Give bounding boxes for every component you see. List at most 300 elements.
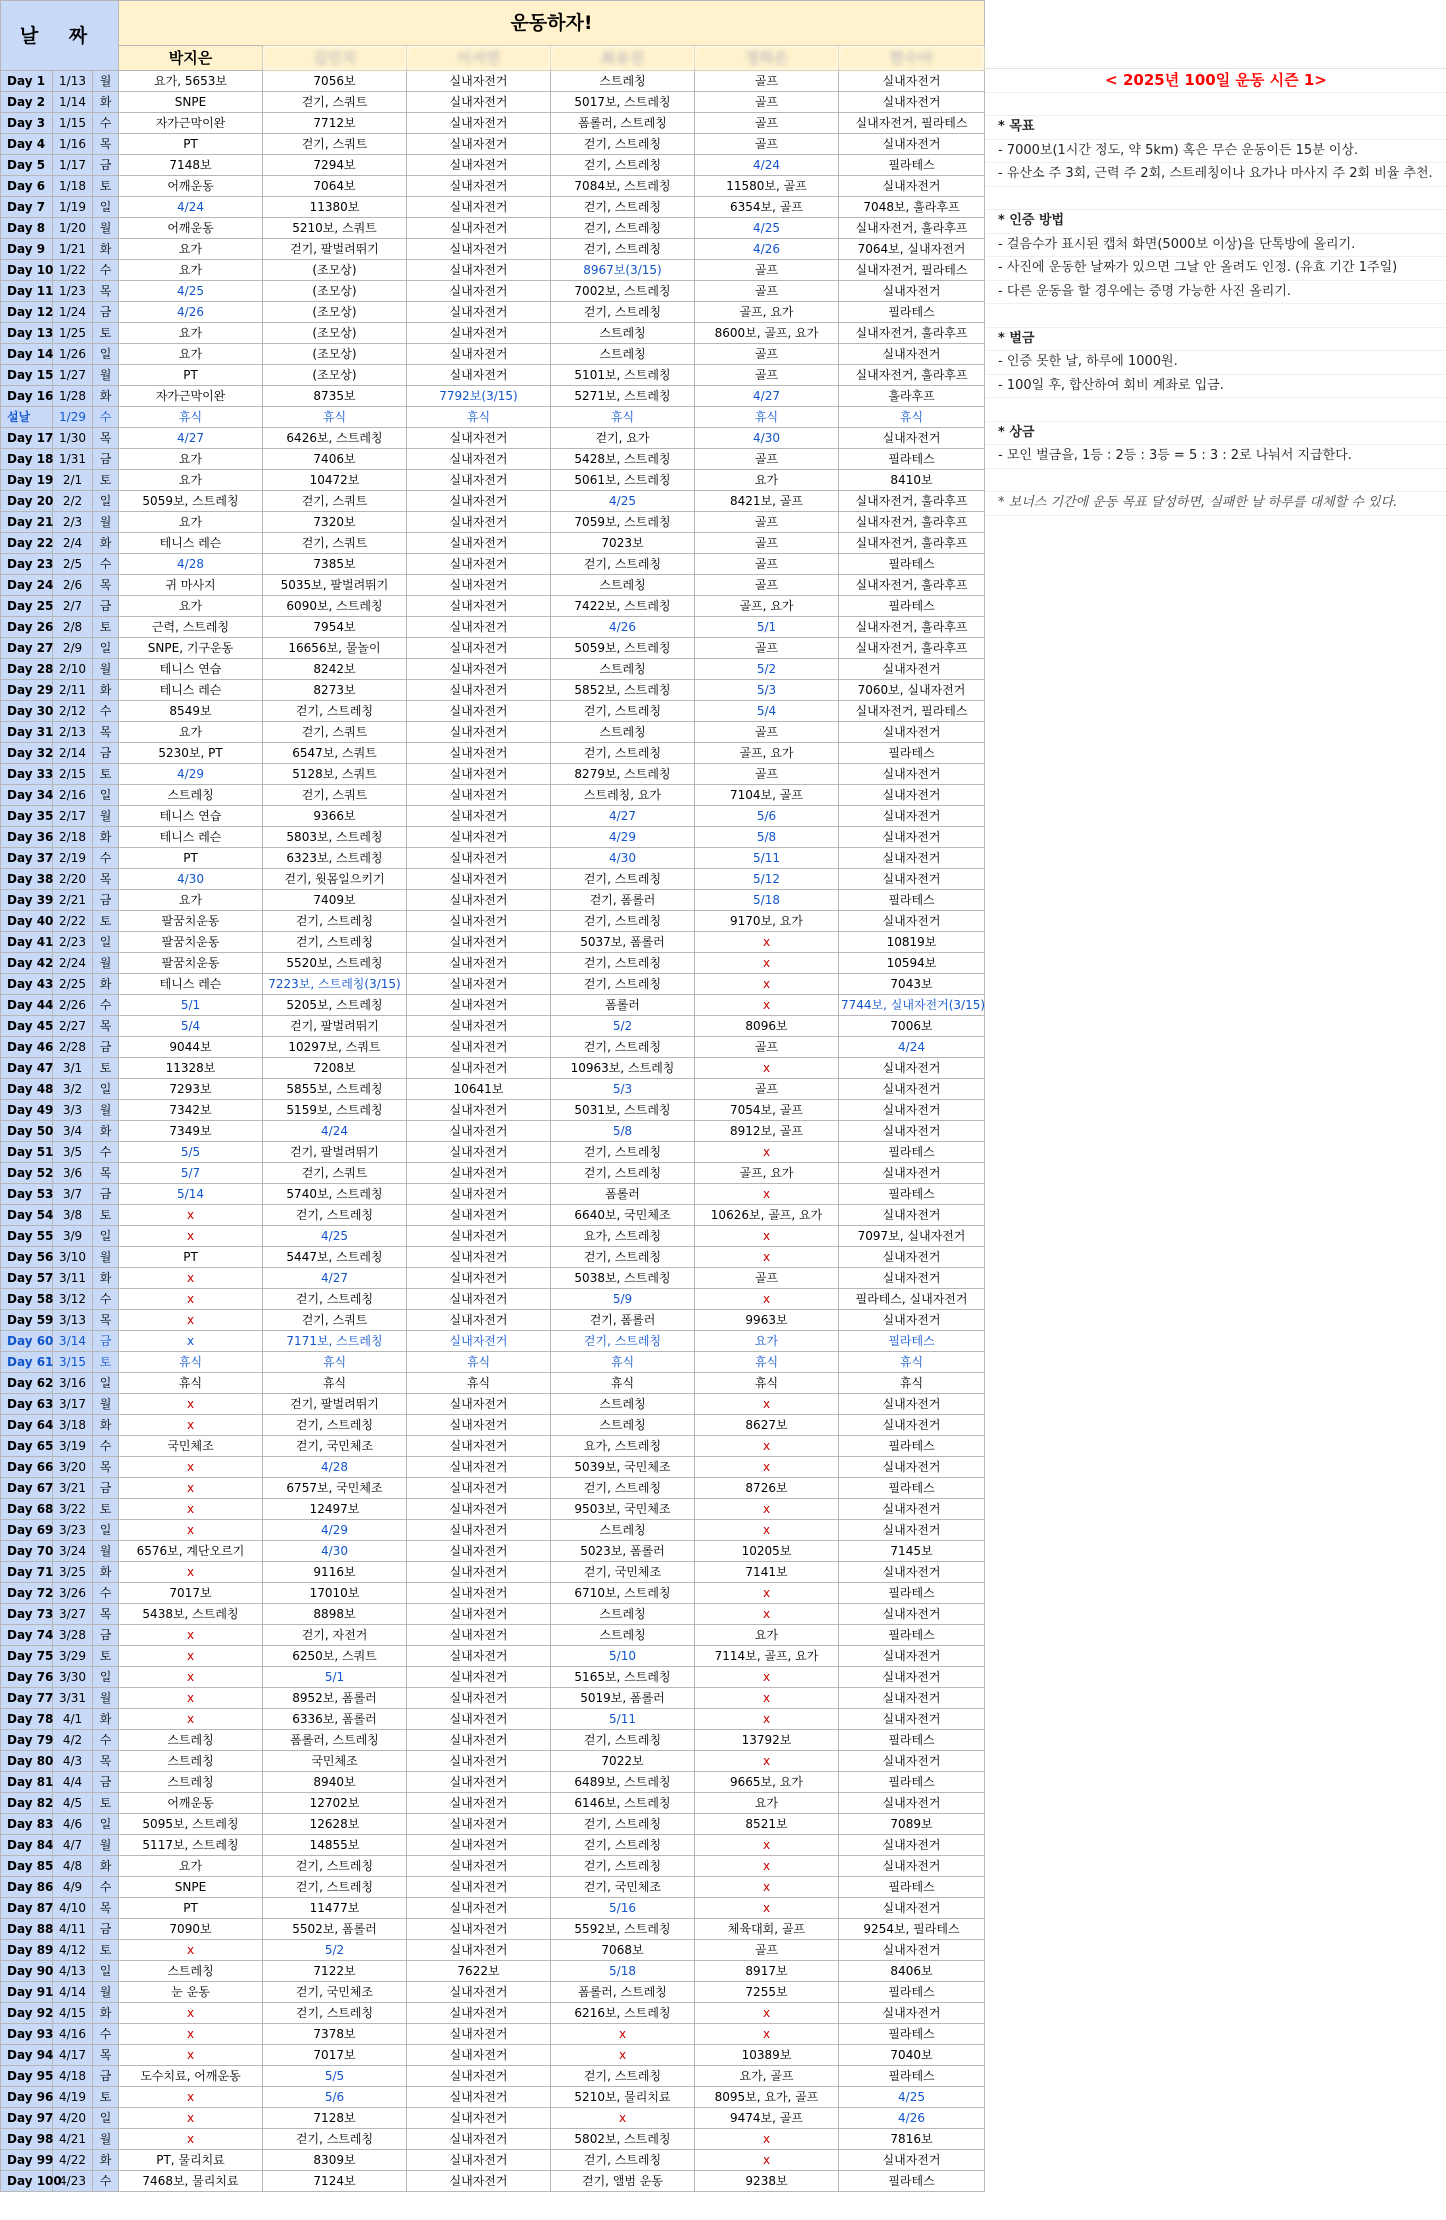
activity-cell[interactable]: 실내자전거	[407, 2087, 551, 2108]
activity-cell[interactable]: 7712보	[263, 113, 407, 134]
activity-cell[interactable]: 테니스 레슨	[119, 827, 263, 848]
activity-cell[interactable]: 4/27	[119, 428, 263, 449]
date-cell[interactable]: 2/24	[53, 953, 93, 974]
activity-cell[interactable]: 실내자전거	[407, 638, 551, 659]
date-cell[interactable]: 4/5	[53, 1793, 93, 1814]
activity-cell[interactable]: 요가	[119, 260, 263, 281]
activity-cell[interactable]: 실내자전거	[839, 344, 985, 365]
day-label[interactable]: Day 6	[1, 176, 53, 197]
activity-cell[interactable]: 실내자전거	[407, 1415, 551, 1436]
day-label[interactable]: Day 47	[1, 1058, 53, 1079]
season-title[interactable]: < 2025년 100일 운동 시즌 1>	[986, 69, 1446, 93]
activity-cell[interactable]: 스트레칭	[119, 785, 263, 806]
date-cell[interactable]: 1/18	[53, 176, 93, 197]
activity-cell[interactable]: 실내자전거	[407, 491, 551, 512]
activity-cell[interactable]: 휴식	[407, 1352, 551, 1373]
weekday-cell[interactable]: 목	[93, 1751, 119, 1772]
activity-cell[interactable]: x	[695, 1835, 839, 1856]
weekday-cell[interactable]: 수	[93, 407, 119, 428]
activity-cell[interactable]: 8406보	[839, 1961, 985, 1982]
date-cell[interactable]: 1/22	[53, 260, 93, 281]
day-label[interactable]: Day 96	[1, 2087, 53, 2108]
activity-cell[interactable]: 테니스 연습	[119, 806, 263, 827]
day-label[interactable]: Day 61	[1, 1352, 53, 1373]
weekday-cell[interactable]: 금	[93, 1919, 119, 1940]
activity-cell[interactable]: 필라테스	[839, 1772, 985, 1793]
day-label[interactable]: Day 33	[1, 764, 53, 785]
activity-cell[interactable]: 7060보, 실내자전거	[839, 680, 985, 701]
activity-cell[interactable]: x	[119, 1667, 263, 1688]
activity-cell[interactable]: 걷기, 스트레칭	[263, 1205, 407, 1226]
day-label[interactable]: Day 82	[1, 1793, 53, 1814]
activity-cell[interactable]: 실내자전거	[407, 1919, 551, 1940]
activity-cell[interactable]: 실내자전거	[407, 2129, 551, 2150]
weekday-cell[interactable]: 수	[93, 1142, 119, 1163]
date-cell[interactable]: 3/24	[53, 1541, 93, 1562]
activity-cell[interactable]: x	[695, 1688, 839, 1709]
date-cell[interactable]: 2/7	[53, 596, 93, 617]
activity-cell[interactable]: 실내자전거	[839, 1121, 985, 1142]
activity-cell[interactable]: 실내자전거, 필라테스	[839, 701, 985, 722]
date-cell[interactable]: 2/4	[53, 533, 93, 554]
activity-cell[interactable]: x	[119, 1310, 263, 1331]
activity-cell[interactable]: 걷기, 앨범 운동	[551, 2171, 695, 2192]
date-cell[interactable]: 2/2	[53, 491, 93, 512]
activity-cell[interactable]: 걷기, 윗몸일으키기	[263, 869, 407, 890]
day-label[interactable]: Day 75	[1, 1646, 53, 1667]
activity-cell[interactable]: 실내자전거	[407, 1184, 551, 1205]
day-label[interactable]: Day 94	[1, 2045, 53, 2066]
date-cell[interactable]: 3/4	[53, 1121, 93, 1142]
activity-cell[interactable]: 7054보, 골프	[695, 1100, 839, 1121]
activity-cell[interactable]: 필라테스	[839, 2024, 985, 2045]
activity-cell[interactable]: 실내자전거	[407, 260, 551, 281]
activity-cell[interactable]: 실내자전거	[407, 1247, 551, 1268]
activity-cell[interactable]: 7017보	[119, 1583, 263, 1604]
weekday-cell[interactable]: 수	[93, 1436, 119, 1457]
activity-cell[interactable]: 걷기, 국민체조	[551, 1562, 695, 1583]
activity-cell[interactable]: 실내자전거	[839, 1604, 985, 1625]
activity-cell[interactable]: 걷기, 스트레칭	[551, 953, 695, 974]
activity-cell[interactable]: 필라테스	[839, 1331, 985, 1352]
activity-cell[interactable]: 테니스 레슨	[119, 680, 263, 701]
activity-cell[interactable]: 13792보	[695, 1730, 839, 1751]
activity-cell[interactable]: 팔꿈치운동	[119, 932, 263, 953]
activity-cell[interactable]: 5/3	[551, 1079, 695, 1100]
activity-cell[interactable]: 7048보, 훌라후프	[839, 197, 985, 218]
activity-cell[interactable]: 요가	[119, 470, 263, 491]
activity-cell[interactable]: 걷기, 스트레칭	[551, 1730, 695, 1751]
activity-cell[interactable]: 5230보, PT	[119, 743, 263, 764]
day-label[interactable]: Day 58	[1, 1289, 53, 1310]
date-cell[interactable]: 2/8	[53, 617, 93, 638]
activity-cell[interactable]: x	[695, 1499, 839, 1520]
activity-cell[interactable]: 걷기, 스트레칭	[551, 1835, 695, 1856]
activity-cell[interactable]: 5/6	[263, 2087, 407, 2108]
weekday-cell[interactable]: 목	[93, 281, 119, 302]
activity-cell[interactable]: x	[119, 1457, 263, 1478]
activity-cell[interactable]: 8309보	[263, 2150, 407, 2171]
date-cell[interactable]: 3/14	[53, 1331, 93, 1352]
activity-cell[interactable]: 실내자전거	[407, 533, 551, 554]
activity-cell[interactable]: 스트레칭	[551, 659, 695, 680]
weekday-cell[interactable]: 토	[93, 1646, 119, 1667]
activity-cell[interactable]: 폼롤러, 스트레칭	[551, 113, 695, 134]
activity-cell[interactable]: 10297보, 스쿼트	[263, 1037, 407, 1058]
day-label[interactable]: Day 25	[1, 596, 53, 617]
day-label[interactable]: Day 90	[1, 1961, 53, 1982]
activity-cell[interactable]: 필라테스	[839, 2066, 985, 2087]
activity-cell[interactable]: 걷기, 스트레칭	[551, 2150, 695, 2171]
activity-cell[interactable]: 5/14	[119, 1184, 263, 1205]
activity-cell[interactable]: 7017보	[263, 2045, 407, 2066]
date-cell[interactable]: 1/30	[53, 428, 93, 449]
activity-cell[interactable]: 요가	[695, 1625, 839, 1646]
activity-cell[interactable]: 도수치료, 어깨운동	[119, 2066, 263, 2087]
date-cell[interactable]: 2/18	[53, 827, 93, 848]
activity-cell[interactable]: (조모상)	[263, 281, 407, 302]
weekday-cell[interactable]: 수	[93, 701, 119, 722]
weekday-cell[interactable]: 일	[93, 2108, 119, 2129]
weekday-cell[interactable]: 금	[93, 449, 119, 470]
rules-line[interactable]: - 사진에 운동한 날짜가 있으면 그날 안 올려도 인정. (유효 기간 1주일)	[986, 257, 1446, 281]
activity-cell[interactable]: 골프	[695, 134, 839, 155]
activity-cell[interactable]: 실내자전거	[407, 1289, 551, 1310]
weekday-cell[interactable]: 목	[93, 1457, 119, 1478]
date-cell[interactable]: 2/12	[53, 701, 93, 722]
weekday-cell[interactable]: 수	[93, 1289, 119, 1310]
weekday-cell[interactable]: 월	[93, 71, 119, 92]
activity-cell[interactable]: 휴식	[551, 1352, 695, 1373]
activity-cell[interactable]: 실내자전거	[407, 323, 551, 344]
weekday-cell[interactable]: 일	[93, 785, 119, 806]
activity-cell[interactable]: 골프	[695, 1268, 839, 1289]
date-cell[interactable]: 1/21	[53, 239, 93, 260]
date-cell[interactable]: 3/15	[53, 1352, 93, 1373]
activity-cell[interactable]: 실내자전거	[407, 2003, 551, 2024]
activity-cell[interactable]: 6323보, 스트레칭	[263, 848, 407, 869]
day-label[interactable]: Day 52	[1, 1163, 53, 1184]
rules-line[interactable]: - 모인 벌금을, 1등 : 2등 : 3등 = 5 : 3 : 2로 나눠서 지급한다.	[986, 445, 1446, 469]
activity-cell[interactable]: SNPE	[119, 1877, 263, 1898]
day-label[interactable]: Day 87	[1, 1898, 53, 1919]
activity-cell[interactable]: 실내자전거	[407, 134, 551, 155]
rules-line[interactable]: - 7000보(1시간 정도, 약 5km) 혹은 무슨 운동이든 15분 이상.	[986, 140, 1446, 164]
activity-cell[interactable]: PT, 물리치료	[119, 2150, 263, 2171]
activity-cell[interactable]: 17010보	[263, 1583, 407, 1604]
date-cell[interactable]: 2/11	[53, 680, 93, 701]
activity-cell[interactable]: 걷기, 팔벌려뛰기	[263, 1142, 407, 1163]
activity-cell[interactable]: PT	[119, 1898, 263, 1919]
date-cell[interactable]: 1/29	[53, 407, 93, 428]
activity-cell[interactable]: 5/3	[695, 680, 839, 701]
date-cell[interactable]: 3/5	[53, 1142, 93, 1163]
weekday-cell[interactable]: 금	[93, 596, 119, 617]
weekday-cell[interactable]: 일	[93, 1667, 119, 1688]
activity-cell[interactable]: x	[695, 995, 839, 1016]
day-label[interactable]: 설날	[1, 407, 53, 428]
activity-cell[interactable]: 7043보	[839, 974, 985, 995]
activity-cell[interactable]: x	[119, 1499, 263, 1520]
activity-cell[interactable]: 10594보	[839, 953, 985, 974]
activity-cell[interactable]: 실내자전거	[839, 1688, 985, 1709]
activity-cell[interactable]: 테니스 레슨	[119, 974, 263, 995]
activity-cell[interactable]: 실내자전거	[407, 1016, 551, 1037]
activity-cell[interactable]: 4/26	[551, 617, 695, 638]
activity-cell[interactable]: 걷기, 스트레칭	[263, 1415, 407, 1436]
date-cell[interactable]: 2/16	[53, 785, 93, 806]
activity-cell[interactable]: 어깨운동	[119, 1793, 263, 1814]
activity-cell[interactable]: 5059보, 스트레칭	[551, 638, 695, 659]
weekday-cell[interactable]: 수	[93, 848, 119, 869]
activity-cell[interactable]: 4/30	[263, 1541, 407, 1562]
activity-cell[interactable]: 8726보	[695, 1478, 839, 1499]
activity-cell[interactable]: 골프	[695, 92, 839, 113]
activity-cell[interactable]: 실내자전거	[407, 1877, 551, 1898]
activity-cell[interactable]: (조모상)	[263, 323, 407, 344]
rules-line[interactable]: - 다른 운동을 할 경우에는 증명 가능한 사진 올리기.	[986, 281, 1446, 305]
activity-cell[interactable]: 7792보(3/15)	[407, 386, 551, 407]
activity-cell[interactable]: 실내자전거	[407, 554, 551, 575]
day-label[interactable]: Day 84	[1, 1835, 53, 1856]
rules-line[interactable]: - 걸음수가 표시된 캡처 화면(5000보 이상)을 단톡방에 올리기.	[986, 234, 1446, 258]
weekday-cell[interactable]: 화	[93, 1562, 119, 1583]
day-label[interactable]: Day 21	[1, 512, 53, 533]
date-cell[interactable]: 2/26	[53, 995, 93, 1016]
activity-cell[interactable]: 골프, 요가	[695, 302, 839, 323]
activity-cell[interactable]: 5428보, 스트레칭	[551, 449, 695, 470]
day-label[interactable]: Day 28	[1, 659, 53, 680]
activity-cell[interactable]: 실내자전거	[407, 1730, 551, 1751]
activity-cell[interactable]: 실내자전거	[407, 155, 551, 176]
day-label[interactable]: Day 36	[1, 827, 53, 848]
activity-cell[interactable]: 7378보	[263, 2024, 407, 2045]
weekday-cell[interactable]: 화	[93, 386, 119, 407]
weekday-cell[interactable]: 목	[93, 1604, 119, 1625]
activity-cell[interactable]: 국민체조	[119, 1436, 263, 1457]
day-label[interactable]: Day 92	[1, 2003, 53, 2024]
activity-cell[interactable]: 걷기, 스트레칭	[551, 911, 695, 932]
activity-cell[interactable]: 실내자전거	[407, 701, 551, 722]
day-label[interactable]: Day 85	[1, 1856, 53, 1877]
activity-cell[interactable]: 요가, 골프	[695, 2066, 839, 2087]
activity-cell[interactable]: 실내자전거	[407, 764, 551, 785]
activity-cell[interactable]: x	[119, 1940, 263, 1961]
activity-cell[interactable]: 필라테스, 실내자전거	[839, 1289, 985, 1310]
date-cell[interactable]: 4/15	[53, 2003, 93, 2024]
activity-cell[interactable]: PT	[119, 365, 263, 386]
activity-cell[interactable]: 휴식	[695, 1373, 839, 1394]
day-label[interactable]: Day 80	[1, 1751, 53, 1772]
date-cell[interactable]: 2/1	[53, 470, 93, 491]
date-cell[interactable]: 1/27	[53, 365, 93, 386]
weekday-cell[interactable]: 월	[93, 218, 119, 239]
activity-cell[interactable]: 걷기, 스트레칭	[263, 1856, 407, 1877]
activity-cell[interactable]: 실내자전거	[407, 659, 551, 680]
activity-cell[interactable]: 실내자전거	[407, 1100, 551, 1121]
activity-cell[interactable]: 필라테스	[839, 449, 985, 470]
activity-cell[interactable]: 5210보, 물리치료	[551, 2087, 695, 2108]
activity-cell[interactable]: 8898보	[263, 1604, 407, 1625]
activity-cell[interactable]: 휴식	[695, 1352, 839, 1373]
activity-cell[interactable]: 5/16	[551, 1898, 695, 1919]
activity-cell[interactable]: (조모상)	[263, 302, 407, 323]
activity-cell[interactable]: 실내자전거	[407, 71, 551, 92]
activity-cell[interactable]: 걷기, 팔벌려뛰기	[263, 1016, 407, 1037]
activity-cell[interactable]: 스트레칭	[551, 1520, 695, 1541]
activity-cell[interactable]: 5037보, 폼롤러	[551, 932, 695, 953]
weekday-cell[interactable]: 화	[93, 239, 119, 260]
activity-cell[interactable]: 실내자전거	[407, 1604, 551, 1625]
activity-cell[interactable]: 요가	[119, 1856, 263, 1877]
date-cell[interactable]: 3/3	[53, 1100, 93, 1121]
activity-cell[interactable]: 8952보, 폼롤러	[263, 1688, 407, 1709]
activity-cell[interactable]: 실내자전거	[407, 1394, 551, 1415]
date-cell[interactable]: 3/12	[53, 1289, 93, 1310]
date-cell[interactable]: 3/31	[53, 1688, 93, 1709]
activity-cell[interactable]: x	[695, 1667, 839, 1688]
activity-cell[interactable]: 7385보	[263, 554, 407, 575]
activity-cell[interactable]: x	[695, 1457, 839, 1478]
weekday-cell[interactable]: 목	[93, 1163, 119, 1184]
date-cell[interactable]: 3/18	[53, 1415, 93, 1436]
date-cell[interactable]: 2/19	[53, 848, 93, 869]
activity-cell[interactable]: 5592보, 스트레칭	[551, 1919, 695, 1940]
activity-cell[interactable]: x	[119, 1625, 263, 1646]
activity-cell[interactable]: 6336보, 폼롤러	[263, 1709, 407, 1730]
activity-cell[interactable]: 골프	[695, 638, 839, 659]
activity-cell[interactable]: x	[119, 1520, 263, 1541]
activity-cell[interactable]: 5502보, 폼롤러	[263, 1919, 407, 1940]
activity-cell[interactable]: 실내자전거	[839, 1499, 985, 1520]
activity-cell[interactable]: 5520보, 스트레칭	[263, 953, 407, 974]
day-label[interactable]: Day 15	[1, 365, 53, 386]
activity-cell[interactable]: 5165보, 스트레칭	[551, 1667, 695, 1688]
activity-cell[interactable]: 스트레칭	[551, 575, 695, 596]
activity-cell[interactable]: 실내자전거	[407, 512, 551, 533]
day-label[interactable]: Day 79	[1, 1730, 53, 1751]
weekday-cell[interactable]: 일	[93, 1226, 119, 1247]
activity-cell[interactable]: 실내자전거, 필라테스	[839, 113, 985, 134]
day-label[interactable]: Day 24	[1, 575, 53, 596]
activity-cell[interactable]: 실내자전거	[407, 1541, 551, 1562]
activity-cell[interactable]: 7145보	[839, 1541, 985, 1562]
activity-cell[interactable]: 실내자전거, 훌라후프	[839, 533, 985, 554]
activity-cell[interactable]: 실내자전거	[839, 1940, 985, 1961]
activity-cell[interactable]: x	[695, 1520, 839, 1541]
weekday-cell[interactable]: 월	[93, 1394, 119, 1415]
date-cell[interactable]: 3/22	[53, 1499, 93, 1520]
day-label[interactable]: Day 67	[1, 1478, 53, 1499]
weekday-cell[interactable]: 금	[93, 1037, 119, 1058]
date-cell[interactable]: 3/16	[53, 1373, 93, 1394]
activity-cell[interactable]: 5210보, 스쿼트	[263, 218, 407, 239]
activity-cell[interactable]: 실내자전거	[407, 92, 551, 113]
activity-cell[interactable]: 9238보	[695, 2171, 839, 2192]
weekday-cell[interactable]: 수	[93, 113, 119, 134]
activity-cell[interactable]: 걷기, 스트레칭	[551, 197, 695, 218]
activity-cell[interactable]: 폼롤러	[551, 995, 695, 1016]
activity-cell[interactable]: 실내자전거	[407, 2150, 551, 2171]
activity-cell[interactable]: 실내자전거	[839, 92, 985, 113]
activity-cell[interactable]: 실내자전거	[407, 995, 551, 1016]
activity-cell[interactable]: 실내자전거	[407, 239, 551, 260]
date-cell[interactable]: 4/17	[53, 2045, 93, 2066]
activity-cell[interactable]: 실내자전거, 훌라후프	[839, 638, 985, 659]
activity-cell[interactable]: 7128보	[263, 2108, 407, 2129]
activity-cell[interactable]: 7141보	[695, 1562, 839, 1583]
activity-cell[interactable]: 휴식	[839, 407, 985, 428]
activity-cell[interactable]: 필라테스	[839, 155, 985, 176]
activity-cell[interactable]: 근력, 스트레칭	[119, 617, 263, 638]
weekday-cell[interactable]: 목	[93, 869, 119, 890]
activity-cell[interactable]: 실내자전거	[839, 1394, 985, 1415]
date-cell[interactable]: 1/28	[53, 386, 93, 407]
activity-cell[interactable]: 5/1	[695, 617, 839, 638]
weekday-cell[interactable]: 토	[93, 470, 119, 491]
weekday-cell[interactable]: 화	[93, 827, 119, 848]
day-label[interactable]: Day 22	[1, 533, 53, 554]
day-label[interactable]: Day 18	[1, 449, 53, 470]
activity-cell[interactable]: 실내자전거	[839, 2150, 985, 2171]
date-cell[interactable]: 2/15	[53, 764, 93, 785]
weekday-cell[interactable]: 목	[93, 1898, 119, 1919]
activity-cell[interactable]: 8735보	[263, 386, 407, 407]
date-cell[interactable]: 4/14	[53, 1982, 93, 2003]
rules-line[interactable]: * 보너스 기간에 운동 목표 달성하면, 실패한 날 하루를 대체할 수 있다.	[986, 492, 1446, 516]
activity-cell[interactable]: 실내자전거	[839, 827, 985, 848]
day-label[interactable]: Day 83	[1, 1814, 53, 1835]
day-label[interactable]: Day 12	[1, 302, 53, 323]
activity-cell[interactable]: 7090보	[119, 1919, 263, 1940]
day-label[interactable]: Day 68	[1, 1499, 53, 1520]
activity-cell[interactable]: 실내자전거	[407, 449, 551, 470]
activity-cell[interactable]: 실내자전거	[407, 1562, 551, 1583]
activity-cell[interactable]: 요가	[119, 323, 263, 344]
day-label[interactable]: Day 70	[1, 1541, 53, 1562]
day-label[interactable]: Day 40	[1, 911, 53, 932]
day-label[interactable]: Day 27	[1, 638, 53, 659]
activity-cell[interactable]: 실내자전거	[407, 1499, 551, 1520]
weekday-cell[interactable]: 목	[93, 2045, 119, 2066]
activity-cell[interactable]: 걷기, 스트레칭	[551, 1247, 695, 1268]
rules-line[interactable]: - 100일 후, 합산하여 회비 계좌로 입금.	[986, 375, 1446, 399]
activity-cell[interactable]: 걷기, 스트레칭	[551, 155, 695, 176]
activity-cell[interactable]: 걷기, 자전거	[263, 1625, 407, 1646]
activity-cell[interactable]: 실내자전거	[407, 1751, 551, 1772]
activity-cell[interactable]: 7089보	[839, 1814, 985, 1835]
activity-cell[interactable]: 실내자전거	[407, 743, 551, 764]
activity-cell[interactable]: 필라테스	[839, 2171, 985, 2192]
activity-cell[interactable]: 7622보	[407, 1961, 551, 1982]
date-cell[interactable]: 3/1	[53, 1058, 93, 1079]
activity-cell[interactable]: 실내자전거	[839, 659, 985, 680]
activity-cell[interactable]: 걷기, 팔벌려뛰기	[263, 239, 407, 260]
activity-cell[interactable]: 걷기, 국민체조	[263, 1436, 407, 1457]
weekday-cell[interactable]: 금	[93, 743, 119, 764]
date-cell[interactable]: 2/20	[53, 869, 93, 890]
activity-cell[interactable]: 7171보, 스트레칭	[263, 1331, 407, 1352]
activity-cell[interactable]: 걷기, 스트레칭	[551, 1163, 695, 1184]
activity-cell[interactable]: 7208보	[263, 1058, 407, 1079]
activity-cell[interactable]: 휴식	[119, 407, 263, 428]
day-label[interactable]: Day 31	[1, 722, 53, 743]
activity-cell[interactable]: 5117보, 스트레칭	[119, 1835, 263, 1856]
weekday-cell[interactable]: 일	[93, 638, 119, 659]
activity-cell[interactable]: 필라테스	[839, 1625, 985, 1646]
activity-cell[interactable]: 걷기, 스트레칭	[551, 701, 695, 722]
activity-cell[interactable]: 7294보	[263, 155, 407, 176]
